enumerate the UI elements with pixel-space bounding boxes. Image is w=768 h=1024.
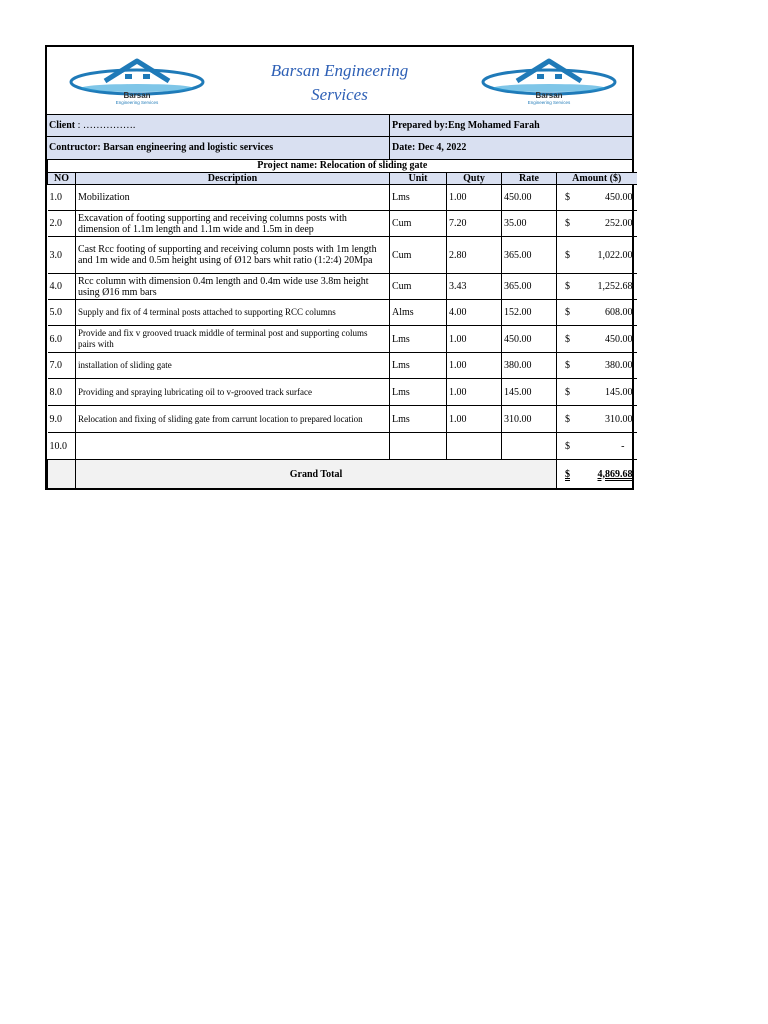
item-description: Supply and fix of 4 terminal posts attached to supporting RCC columns	[76, 300, 390, 326]
svg-text:Barsan: Barsan	[535, 91, 563, 100]
col-header-no: NO	[48, 173, 76, 185]
item-no: 8.0	[48, 379, 76, 406]
item-rate: 450.00	[502, 326, 557, 353]
table-row	[48, 274, 637, 300]
item-rate: 450.00	[502, 185, 557, 211]
client-field: Client : …………….	[47, 115, 389, 137]
item-description: Excavation of footing supporting and receiving columns posts with dimension of 1.1m length and 1.1m wide and 1.5m in deep	[76, 211, 390, 237]
grand-total-label: Grand Total	[76, 460, 557, 489]
col-header-qty: Quty	[447, 173, 502, 185]
item-unit: Lms	[390, 185, 447, 211]
item-qty: 4.00	[447, 300, 502, 326]
item-no: 3.0	[48, 237, 76, 274]
table-row	[48, 237, 637, 274]
item-description: Rcc column with dimension 0.4m length and 0.4m wide use 3.8m height using Ø16 mm bars	[76, 274, 390, 300]
item-description: Cast Rcc footing of supporting and receiving column posts with 1m length and 1m wide and 0.5m height using of Ø12 bars whit ratio (1:2:4) 20Mpa	[76, 237, 390, 274]
item-qty: 1.00	[447, 379, 502, 406]
item-unit: Cum	[390, 211, 447, 237]
item-description: Providing and spraying lubricating oil to v-grooved track surface	[76, 379, 390, 406]
table-row	[48, 406, 637, 433]
item-no: 2.0	[48, 211, 76, 237]
item-no: 6.0	[48, 326, 76, 353]
table-row	[48, 379, 637, 406]
svg-text:Engineering Services: Engineering Services	[527, 100, 571, 105]
contractor: Contructor: Barsan engineering and logistic services	[49, 142, 274, 153]
bill-of-quantities	[47, 160, 637, 488]
item-rate: 310.00	[502, 406, 557, 433]
item-amount: $ 252.00	[557, 211, 637, 237]
quotation-sheet	[45, 45, 634, 490]
col-header-description: Description	[76, 173, 390, 185]
table-row	[48, 300, 637, 326]
item-qty: 1.00	[447, 406, 502, 433]
item-qty	[447, 433, 502, 460]
item-amount: $ 1,252.68	[557, 274, 637, 300]
col-header-rate: Rate	[502, 173, 557, 185]
item-unit: Lms	[390, 326, 447, 353]
item-description	[76, 433, 390, 460]
item-no: 5.0	[48, 300, 76, 326]
item-rate: 365.00	[502, 274, 557, 300]
item-no: 9.0	[48, 406, 76, 433]
item-qty: 1.00	[447, 353, 502, 379]
grand-total-amount: $ 4,869.68	[557, 460, 637, 489]
col-header-amount: Amount ($)	[557, 173, 637, 185]
item-unit: Alms	[390, 300, 447, 326]
item-amount: $ -	[557, 433, 637, 460]
table-row	[48, 185, 637, 211]
item-amount: $ 1,022.00	[557, 237, 637, 274]
table-row	[48, 353, 637, 379]
item-rate: 145.00	[502, 379, 557, 406]
grand-total-row	[48, 460, 637, 489]
item-qty: 2.80	[447, 237, 502, 274]
project-name-row	[48, 160, 637, 173]
item-no: 10.0	[48, 433, 76, 460]
item-description: Provide and fix v grooved truack middle of terminal post and supporting colums pairs with	[76, 326, 390, 353]
company-name-line2: Services	[311, 85, 368, 104]
item-description: Relocation and fixing of sliding gate from carrunt location to prepared location	[76, 406, 390, 433]
table-header	[48, 173, 637, 185]
item-unit: Lms	[390, 406, 447, 433]
item-unit	[390, 433, 447, 460]
item-rate: 380.00	[502, 353, 557, 379]
item-qty: 1.00	[447, 185, 502, 211]
table-body	[48, 185, 637, 460]
table-row	[48, 326, 637, 353]
item-description: Mobilization	[76, 185, 390, 211]
item-unit: Lms	[390, 379, 447, 406]
item-amount: $ 450.00	[557, 326, 637, 353]
company-name-line1: Barsan Engineering	[270, 61, 409, 80]
item-no: 1.0	[48, 185, 76, 211]
item-rate: 152.00	[502, 300, 557, 326]
item-rate: 35.00	[502, 211, 557, 237]
item-description: installation of sliding gate	[76, 353, 390, 379]
item-unit: Cum	[390, 274, 447, 300]
info-block	[47, 115, 632, 160]
item-amount: $ 380.00	[557, 353, 637, 379]
item-qty: 7.20	[447, 211, 502, 237]
table-row	[48, 433, 637, 460]
item-unit: Lms	[390, 353, 447, 379]
prepared-by: Prepared by:Eng Mohamed Farah	[389, 115, 632, 137]
item-no: 7.0	[48, 353, 76, 379]
item-qty: 3.43	[447, 274, 502, 300]
company-logo-right	[479, 55, 619, 105]
item-qty: 1.00	[447, 326, 502, 353]
svg-text:Barsan: Barsan	[123, 91, 151, 100]
item-amount: $ 450.00	[557, 185, 637, 211]
date: Date: Dec 4, 2022	[389, 137, 632, 159]
table-row	[48, 211, 637, 237]
item-amount: $ 608.00	[557, 300, 637, 326]
item-amount: $ 145.00	[557, 379, 637, 406]
letterhead	[47, 47, 632, 115]
svg-text:Engineering Services: Engineering Services	[115, 100, 159, 105]
item-amount: $ 310.00	[557, 406, 637, 433]
item-unit: Cum	[390, 237, 447, 274]
item-rate: 365.00	[502, 237, 557, 274]
project-name: Project name: Relocation of sliding gate	[48, 160, 637, 173]
item-no: 4.0	[48, 274, 76, 300]
item-rate	[502, 433, 557, 460]
col-header-unit: Unit	[390, 173, 447, 185]
